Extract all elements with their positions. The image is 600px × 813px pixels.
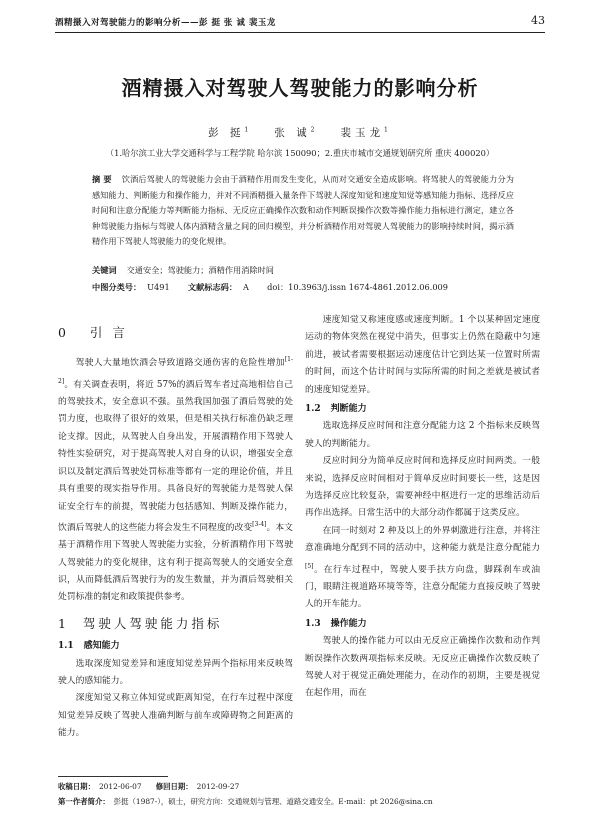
affiliation: （1.哈尔滨工业大学交通科学与工程学院 哈尔滨 150090；2.重庆市城市交通规划研究所 重庆 400020）	[105, 148, 495, 158]
article-title: 酒精摄入对驾驶人驾驶能力的影响分析	[121, 76, 479, 100]
citation: [5]	[305, 562, 314, 570]
paragraph: 反应时间分为简单反应时间和选择反应时间两类。一般来说，选择反应时间相对于简单反应时间要长一些，这是因为选择反应比较复杂，需要神经中枢进行一定的思维活动后再作出选择。日常生活中的大部分动作都属于这类反应。	[305, 456, 540, 519]
paragraph: 深度知觉又称立体知觉或距离知觉，在行车过程中深度知觉差异反映了驾驶人准确判断与前车或障碍物之间距离的能力。	[58, 693, 293, 739]
author-list	[0, 125, 600, 140]
abstract	[92, 172, 514, 250]
paragraph: 选取深度知觉差异和速度知觉差异两个指标用来反映驾驶人的感知能力。	[58, 658, 293, 687]
page-number: 43	[531, 14, 545, 27]
abstract-label: 摘 要	[92, 174, 112, 184]
first-author-info: 彭挺（1987-），硕士，研究方向：交通规划与管理、道路交通安全。E-mail：pt 2026@sina.cn	[113, 797, 433, 806]
paragraph: 在同一时刻对 2 种及以上的外界刺激进行注意，并将注意准确地分配到不同的活动中，这种能力就是注意分配能力[5]。在行车过程中，驾驶人要手扶方向盘，脚踩刹车或油门，眼睛注视道路环境等等，注意分配能力直接反映了驾驶人的开车能力。	[305, 525, 540, 610]
classification-line	[92, 282, 532, 293]
keywords-text: 交通安全；驾驶能力；酒精作用消除时间	[126, 265, 274, 275]
author-affil-mark: 1	[244, 126, 253, 134]
paragraph: 选取选择反应时间和注意分配能力这 2 个指标来反映驾驶人的判断能力。	[305, 421, 540, 449]
section-number: 1	[58, 615, 69, 631]
received-label: 收稿日期：	[58, 782, 95, 791]
running-head	[55, 10, 545, 30]
section-heading-intro	[58, 324, 293, 341]
footnote-rule	[58, 776, 168, 777]
section-heading-1	[58, 615, 293, 632]
running-head-title: 酒精摄入对驾驶能力的影响分析——彭 挺 张 诚 裴玉龙	[55, 18, 276, 28]
subsection-heading-1-2: 1.2 判断能力	[305, 404, 367, 415]
clc-label: 中图分类号：	[92, 282, 142, 292]
abstract-text: 饮酒后驾驶人的驾驶能力会由于酒精作用而发生变化，从而对交通安全造成影响。将驾驶人的驾驶能力分为感知能力、判断能力和操作能力，并对不同酒精摄入量条件下驾驶人深度知觉和速度知觉等感知能力指标、选择反应时间和注意分配能力等判断能力指标、无反应正确操作次数和动作判断误操作次数等操作能力指标进行测定，建立各种驾驶能力指标与驾驶人体内酒精含量之间的回归模型，并分析酒精作用对驾驶人驾驶能力的影响持续时间，揭示酒精作用下驾驶人驾驶能力的变化规律。	[92, 174, 514, 247]
revised-label: 修回日期：	[155, 782, 193, 791]
left-column	[58, 312, 293, 743]
citation: [1-2]	[58, 356, 293, 385]
doi-label: doi：	[267, 282, 289, 292]
paragraph: 速度知觉又称速度感或速度判断。1 个以某种固定速度运动的物体突然在视觉中消失，但事实上仍然在隐蔽中匀速前进，被试者需要根据运动速度估计它到达某一位置时所需的时间，而这个估计时间与实际所需的时间之差就是被试者的速度知觉差异。	[305, 315, 540, 395]
subsection-heading-1-1: 1.1 感知能力	[58, 641, 120, 652]
paragraph: 驾驶人的操作能力可以由无反应正确操作次数和动作判断误操作次数两项指标来反映。无反应正确操作次数反映了驾驶人对于视觉正确处理能力，在动作的初期，主要是视觉在起作用，而在	[305, 636, 540, 699]
header-rule	[55, 32, 545, 33]
paragraph: 驾驶人大量地饮酒会导致道路交通伤害的危险性增加[1-2]。有关调查表明，将近 57%的酒后驾车者过高地相信自己的驾驶技术，安全意识不强。虽然我国加强了酒后驾驶的处罚力度，也取得了很好的效果，但是相关执行标准仍缺乏理论支撑。因此，从驾驶人自身出发，开展酒精作用下驾驶人特性实验研究，对于提高驾驶人对自身的认识，增强安全意识以及制定酒后驾驶处罚标准等都有一定的理论价值，并且具有重要的现实指导作用。具备良好的驾驶能力是驾驶人保证安全行车的前提，驾驶能力包括感知、判断及操作能力，饮酒后驾驶人的这些能力将会发生不同程度的改变[3-4]。本文基于酒精作用下驾驶人驾驶能力实验，分析酒精作用下驾驶人驾驶能力的变化规律，这有利于提高驾驶人的交通安全意识，从而降低酒后驾驶行为的发生数量，并为酒后驾驶相关处罚标准的制定和政策提供参考。	[58, 356, 293, 603]
doc-code-label: 文献标志码：	[187, 282, 238, 292]
author-affil-mark: 2	[310, 126, 319, 134]
doi-value: 10.3963/j.issn 1674-4861.2012.06.009	[288, 282, 448, 292]
author-name: 张 诚	[274, 127, 311, 139]
section-title: 引 言	[89, 325, 128, 340]
right-column	[305, 312, 540, 703]
section-number: 0	[58, 325, 69, 340]
section-title: 驾驶人驾驶能力指标	[82, 615, 223, 631]
doc-code-value: A	[243, 282, 249, 292]
keywords	[92, 265, 514, 276]
footnote-author	[58, 796, 433, 807]
footnote-dates	[58, 781, 239, 792]
author-name: 彭 挺	[208, 127, 245, 139]
clc-value: U491	[147, 282, 170, 292]
author-name: 裴玉龙	[340, 127, 385, 139]
citation: [3-4]	[252, 520, 267, 528]
author-affil-mark: 1	[384, 126, 392, 134]
received-date: 2012-06-07	[98, 782, 142, 791]
keywords-label: 关键词	[92, 265, 117, 275]
subsection-heading-1-3: 1.3 操作能力	[305, 618, 367, 629]
revised-date: 2012-09-27	[196, 782, 240, 791]
first-author-label: 第一作者简介：	[58, 797, 110, 806]
